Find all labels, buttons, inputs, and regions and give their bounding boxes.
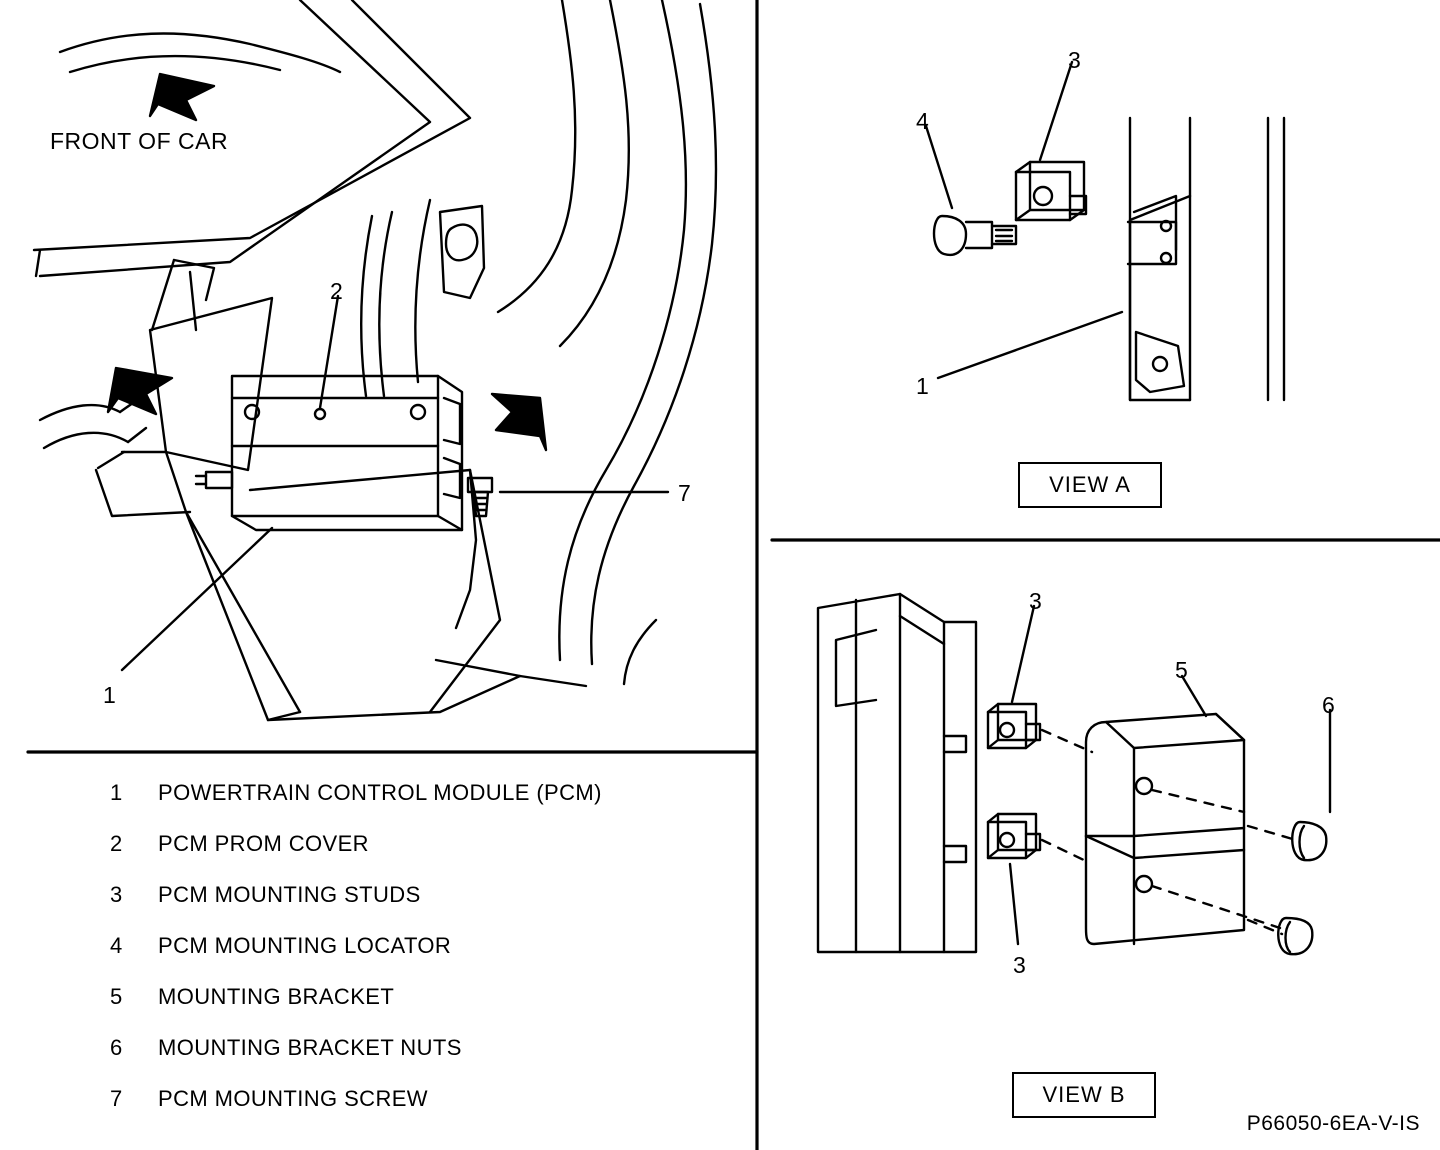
view-a-illustration <box>926 62 1284 400</box>
legend-number: 6 <box>110 1035 123 1060</box>
front-of-car-label: FRONT OF CAR <box>50 128 229 154</box>
legend-label: PCM PROM COVER <box>158 831 369 856</box>
view-b-label: VIEW B <box>1012 1072 1156 1118</box>
view-b-illustration <box>818 594 1330 954</box>
legend-number: 4 <box>110 933 123 958</box>
callout-view-a-1: 1 <box>916 373 930 399</box>
legend-item <box>110 933 710 984</box>
callout-main-7: 7 <box>678 480 692 506</box>
legend-label: PCM MOUNTING LOCATOR <box>158 933 452 958</box>
mounting-bracket-nuts <box>1278 822 1326 954</box>
callout-view-b-3-lower: 3 <box>1013 952 1027 978</box>
legend-number: 2 <box>110 831 123 856</box>
callout-view-a-4: 4 <box>916 108 930 134</box>
legend-item <box>110 831 710 882</box>
pcm-mounting-stud-lower <box>988 814 1040 858</box>
callout-view-a-3: 3 <box>1068 47 1082 73</box>
legend-label: MOUNTING BRACKET <box>158 984 395 1009</box>
pcm-mounting-stud-upper <box>988 704 1040 748</box>
main-view-illustration <box>34 0 716 720</box>
legend-label: MOUNTING BRACKET NUTS <box>158 1035 462 1060</box>
legend-label: POWERTRAIN CONTROL MODULE (PCM) <box>158 780 602 805</box>
callout-main-2: 2 <box>330 278 344 304</box>
legend-item <box>110 882 710 933</box>
document-code: P66050-6EA-V-IS <box>1246 1112 1420 1135</box>
legend-list <box>110 780 710 1137</box>
legend-number: 1 <box>110 780 123 805</box>
pcm-mounting-stud-view-a <box>1016 162 1086 220</box>
pcm-mounting-locator <box>934 216 1016 255</box>
callout-view-b-5: 5 <box>1175 657 1189 683</box>
legend-label: PCM MOUNTING STUDS <box>158 882 421 907</box>
legend-item <box>110 780 710 831</box>
legend-item <box>110 984 710 1035</box>
legend-item <box>110 1086 710 1137</box>
callout-view-b-6: 6 <box>1322 692 1336 718</box>
pcm-module <box>196 376 462 530</box>
callout-main-1: 1 <box>103 682 117 708</box>
legend-number: 3 <box>110 882 123 907</box>
legend-number: 5 <box>110 984 123 1009</box>
view-a-label: VIEW A <box>1018 462 1162 508</box>
legend-number: 7 <box>110 1086 123 1111</box>
callout-view-b-3-upper: 3 <box>1029 588 1043 614</box>
legend-label: PCM MOUNTING SCREW <box>158 1086 428 1111</box>
legend-item <box>110 1035 710 1086</box>
